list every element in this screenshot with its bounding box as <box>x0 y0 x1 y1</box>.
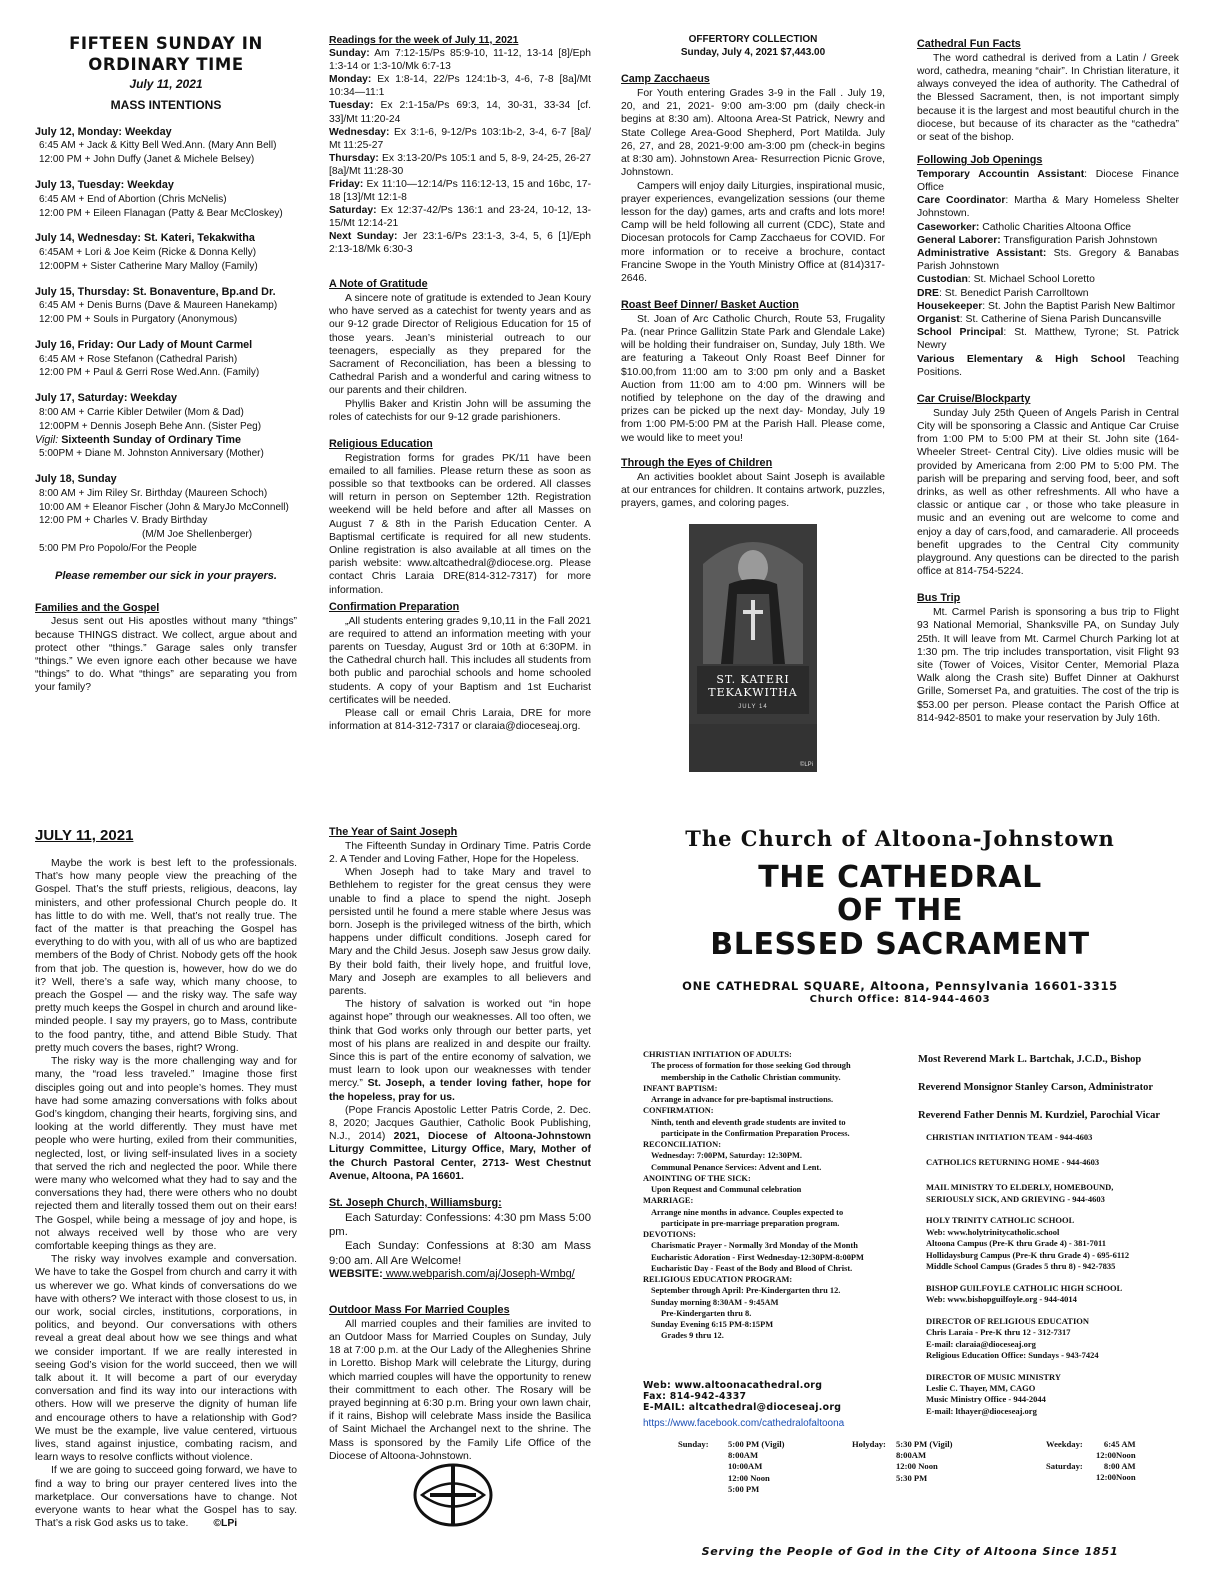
fax: Fax: 814-942-4337 <box>643 1391 747 1403</box>
cathedral-name: THE CATHEDRAL OF THE BLESSED SACRAMENT <box>710 859 1090 962</box>
ministry-contact: CHRISTIAN INITIATION TEAM - 944-4603 <box>926 1131 1093 1142</box>
intention-day: July 14, Wednesday: St. Kateri, Tekakwitha 6:45AM + Lori & Joe Keim (Ricke & Donna Kelly) 12:00PM + Sister Catherine Mary Malloy (Family) <box>35 232 258 272</box>
job-item: Housekeeper: St. John the Baptist Parish New Baltimor <box>917 300 1176 312</box>
saint-joseph-text: The history of salvation is worked out “in hope against hope” through our weaknesses. All too often, we think that God works only through our better parts, yet most of his plans are realized in and despite our frailty. Since this is part of the entire economy of salvation, we must learn to look upon our weaknesses with tender mercy.” St. Joseph, a tender loving father, hope for the hopeless, pray for us. <box>329 999 591 1103</box>
williamsburg-saturday: Each Saturday: Confessions: 4:30 pm Mass 5:00 pm. <box>329 1211 591 1239</box>
gratitude-text: A sincere note of gratitude is extended to Jean Koury who have served as a catechist for twenty years and as our 9-12 grade Director of Religious Education for 15 of those years. Jean’s ministerial outreach to our teenagers, especially as they prepared for the Sacrament of Reconciliation, has been a blessing to Cathedral Parish and a wonderful and caring witness to our parents and their children. <box>329 292 591 397</box>
church-masthead <box>620 826 1180 1007</box>
families-heading: Families and the Gospel <box>35 601 160 614</box>
staff-directory <box>918 1053 1180 1427</box>
sacrament-item: ANOINTING OF THE SICK: Upon Request and Communal celebration <box>643 1173 802 1194</box>
fun-facts-heading: Cathedral Fun Facts <box>917 38 1021 50</box>
church-name: The Church of Altoona-Johnstown <box>685 826 1115 851</box>
job-item: Custodian: St. Michael School Loretto <box>917 274 1095 286</box>
intention-day: July 17, Saturday: Weekday 8:00 AM + Carrie Kibler Detwiler (Mom & Dad) 12:00PM + Dennis Joseph Behe Ann. (Sister Peg) Vigil: Sixteenth Sunday of Ordinary Time 5:00PM + Diane M. Johnston Anniversary (Mother) <box>35 392 297 461</box>
contact-block <box>643 1380 913 1413</box>
reflection-column <box>35 826 297 1530</box>
sacrament-item: MARRIAGE: Arrange nine months in advance. Couples expected to participate in pre-marriage preparation program. <box>643 1196 844 1228</box>
mass-intentions-column <box>35 34 297 695</box>
saturday-times: 8:00 AM 12:00Noon <box>1096 1461 1136 1483</box>
holyday-label: Holyday: <box>852 1439 886 1449</box>
camp-heading: Camp Zacchaeus <box>621 73 710 86</box>
gratitude-heading: A Note of Gratitude <box>329 278 428 291</box>
sunday-times: 5:00 PM (Vigil) 8:00AM 10:00AM 12:00 Noon 5:00 PM <box>728 1439 785 1494</box>
saint-joseph-text: When Joseph had to take Mary and travel to Bethlehem to register for the great census they were unable to find a place to spend the night. Joseph persisted until he found a mere stable where Jesus was born. Joseph is the privileged witness of the birth, which happens under difficult conditions. Joseph cared for Mary and the Child Jesus. Joseph saw Jesus grow daily. By their bold faith, their lively hope, and fruitful love, Mary and Joseph are examples to all believers and parents. <box>329 867 591 997</box>
school-block: HOLY TRINITY CATHOLIC SCHOOL Web: www.holytrinitycatholic.school Altoona Campus (Pre-K thru Grade 4) - 381-7011 Hollidaysburg Campus (Pre-K thru Grade 4) - 695-6112 Middle School Campus (Grades 5 thru 8) - 942-7835 <box>926 1215 1130 1272</box>
image-caption: ST. KATERI TEKAKWITHA <box>708 673 798 699</box>
facebook-link[interactable]: https://www.facebook.com/cathedralofaltoona <box>643 1418 845 1429</box>
readings-heading: Readings for the week of July 11, 2021 <box>329 35 519 46</box>
reflection-paragraph: The risky way involves example and conversation. We have to take the Gospel from church and carry it with us wherever we go. What kinds of conversations do we have with others? We interact with those closest to us, in our work, social circles, institutions, corporations, in politics, and beyond. Our conversations with others reveal a great deal about how we see things and what we consider important. If we are really interested in seeing God’s vision for the world succeed, then we will talk about it. It will become a part of our everyday conversation and find its way into our interactions with others. How will we preserve the dignity of human life and encourage others to have a relationship with God? We must be the example, live value centered, virtuous lives, stand against injustice, combating racism, and learn ways to resolve conflicts without violence. <box>35 1254 297 1464</box>
jobs-heading: Following Job Openings <box>917 154 1043 167</box>
music-ministry-contact: DIRECTOR OF MUSIC MINISTRY Leslie C. Thayer, MM, CAGO Music Ministry Office - 944-2044 E-mail: lthayer@dioceseaj.org <box>926 1371 1062 1416</box>
website-link[interactable]: www.webparish.com/aj/Joseph-Wmbg/ <box>382 1268 575 1281</box>
saint-joseph-citation: (Pope Francis Apostolic Letter Patris Corde, 2. Dec. 8, 2020; Jacques Gauthier, Catholic Book Publishing, N.J., 2014) 2021, Diocese of Altoona-Johnstown Liturgy Committee, Liturgy Office, Mary, Mother of the Church Pastoral Center, 2713- West Chestnut Avenue, Altoona, PA 16601. <box>329 1104 591 1182</box>
sacrament-item: INFANT BAPTISM: Arrange in advance for pre-baptismal instructions. <box>643 1083 834 1104</box>
ministry-contact: CATHOLICS RETURNING HOME - 944-4603 <box>926 1156 1100 1167</box>
offertory-amount: Sunday, July 4, 2021 $7,443.00 <box>680 46 826 58</box>
reading-line: Saturday: Ex 12:37-42/Ps 136:1 and 23-24, 10-12, 13-15/Mt 12:14-21 <box>329 204 591 230</box>
intention-day: July 13, Tuesday: Weekday 6:45 AM + End of Abortion (Chris McNelis) 12:00 PM + Eileen Flanagan (Patty & Bear McCloskey) <box>35 179 283 219</box>
reflection-paragraph: Maybe the work is best left to the professionals. That’s how many people view the preaching of the Gospel. That’s the stuff priests, religious, deacons, lay ministers, and other professional Church people do. It has little to do with me. Well, that’s not really true. The fact of the matter is that preaching the Gospel has everything to do with you, with all of us who are baptized members of the Body of Christ. Nobody gets off the hook from that job. The question is, however, how do we do it? Well, there’s a safe way, which many choose, to preach the Gospel — and the risky way. The safe way pretty much keeps the Gospel in church and around like-minded people. I say my prayers, go to Mass, contribute to the food pantry, tithe, and attend Bible Study. That pretty much covers the bases, right? Wrong. <box>35 858 297 1054</box>
confirmation-text: „All students entering grades 9,10,11 in the Fall 2021 are required to attend an information meeting with your parents on Tuesday, August 3rd or 10th at 6:30PM. in the Cathedral church hall. This includes all students from both public and parochial schools and home schooled students. A copy of your Baptism and 1st Eucharist certificates will be needed. <box>329 615 591 706</box>
vigil-line: Vigil: Sixteenth Sunday of Ordinary Time <box>35 433 242 446</box>
reading-line: Next Sunday: Jer 23:1-6/Ps 23:1-3, 3-4, 5, 6 [1]/Eph 2:13-18/Mk 6:30-3 <box>329 231 591 256</box>
footer-tagline: Serving the People of God in the City of Altoona Since 1851 <box>701 1545 1119 1558</box>
email[interactable]: E-MAIL: altcathedral@dioceseaj.org <box>643 1402 842 1414</box>
announcements-column <box>621 34 885 772</box>
reflection-paragraph: The risky way is the more challenging way and for many, the “road less traveled.” Imagine those first disciples going out and into people’s homes. They must have had some amazing conversations with folks about God’s kingdom, changing their hearts, forgiving sins, and looking at the world differently. They must have met people who were hurting, exiled from their communities, neglected, lost, or living self-insulated lives in a society that served the rich and neglected the poor. While there were many who welcomed what they had to say and the conversations they had, there were others who no doubt rejected them and literally tossed them out on their ears! The Gospel, while being a message of joy and hope, is not always received well by those who are very comfortable keeping things as they are. <box>35 1056 297 1252</box>
fun-facts-text: The word cathedral is derived from a Latin / Greek word, cathedra, meaning “chair”. In Christian literature, it always conveyed the idea of authority. The Cathedral of the Blessed Sacrament, then, is not important simply because it is the largest and most beautiful church in the diocese, but because of its character as the “cathedra” or seat of the bishop. <box>917 52 1179 143</box>
car-cruise-text: Sunday July 25th Queen of Angels Parish in Central City will be sponsoring a Classic and Antique Car Cruise from 1:00 PM to 5:00 PM at their St. John site (164-Wheeler Street- Central City). Live oldies music will be provided by Americana from 2:00 PM to 5:00 PM. The parish will be preparing and serving food, beer, and soft drinks, as well as other refreshments. All who have a classic or antique car , or those who take pleasure in music and an evening out are welcome to come and enjoy a day of cars,food, and camaraderie. All proceeds benefit upgrades to the Central City community playground. Any questions can be directed to the parish office at 814-754-5224. <box>917 407 1179 578</box>
sick-prayer-note: Please remember our sick in your prayers. <box>55 569 277 582</box>
weekday-times: 6:45 AM 12:00Noon <box>1096 1439 1136 1461</box>
page-title: FIFTEEN SUNDAY IN ORDINARY TIME <box>69 34 263 74</box>
job-item: DRE: St. Benedict Parish Carrolltown <box>917 287 1089 299</box>
mass-intentions-heading: MASS INTENTIONS <box>110 98 222 113</box>
fun-facts-column <box>917 38 1179 725</box>
weekday-label: Weekday: <box>1046 1439 1083 1449</box>
job-item: General Laborer: Transfiguration Parish Johnstown <box>917 234 1158 246</box>
confirmation-heading: Confirmation Preparation <box>329 600 460 613</box>
williamsburg-heading: St. Joseph Church, Williamsburg: <box>329 1196 502 1209</box>
religious-education-text: Registration forms for grades PK/11 have been emailed to all families. Please return these as soon as possible so that textbooks can be ordered. All classes will return in person on September 12th. Registration weekend will be held before and after all Masses on August 7 & 8th in the Parish Education Center. A Baptismal certificate is required for all new students. Online registration is also available at all times on the parish website: www.altcathedral@diocese.org. Please contact Chris Laraia DRE(814-312-7317) for more information. <box>329 452 591 596</box>
car-cruise-heading: Car Cruise/Blockparty <box>917 393 1031 406</box>
eyes-of-children-text: An activities booklet about Saint Joseph is available at our entrances for children. It contains artwork, puzzles, prayers, games, and coloring pages. <box>621 471 885 509</box>
reading-line: Tuesday: Ex 2:1-15a/Ps 69:3, 14, 30-31, 33-34 [cf. 33]/Mt 11:20-24 <box>329 100 591 125</box>
bulletin-date: July 11, 2021 <box>129 77 203 92</box>
saint-figure-icon <box>689 524 817 772</box>
bus-trip-text: Mt. Carmel Parish is sponsoring a bus trip to Flight 93 National Memorial, Shanksville PA, on Sunday July 25th. It will leave from Mt. Carmel Church Parking lot at 1:30 pm. The trip includes transportation, visit Flight 93 site (Tower of Voices, Visitor Center, Memorial Plaza Walk along the Crash site) Buffet Dinner at Oakhurst Grille, Somerset Pa, and gratuities. The cost of the trip is $53.00 per person. Please contact the Parish Office at 814-942-8501 to make your reservation by July 16th. <box>917 607 1179 724</box>
religious-education-contact: DIRECTOR OF RELIGIOUS EDUCATION Chris Laraia - Pre-K thru 12 - 312-7317 E-mail: claraia@dioceseaj.org Religious Education Office: Sundays - 943-7424 <box>926 1315 1099 1361</box>
eyes-of-children-heading: Through the Eyes of Children <box>621 456 773 469</box>
intention-day: July 12, Monday: Weekday 6:45 AM + Jack & Kitty Bell Wed.Ann. (Mary Ann Bell) 12:00 PM + John Duffy (Janet & Michele Belsey) <box>35 125 277 166</box>
offertory-title: OFFERTORY COLLECTION <box>688 34 818 45</box>
intention-day: July 18, Sunday 8:00 AM + Jim Riley Sr. Birthday (Maureen Schoch) 10:00 AM + Eleanor Fischer (John & MaryJo McConnell) 12:00 PM + Charles V. Brady Birthday (M/M Joe Shellenberger) 5:00 PM Pro Popolo/For the People <box>35 473 289 554</box>
gratitude-text: Phyllis Baker and Kristin John will be assuming the roles of catechists for our 9-12 grade parishioners. <box>329 398 591 423</box>
website[interactable]: Web: www.altoonacathedral.org <box>643 1380 823 1391</box>
diocese-cross-logo-icon <box>412 1462 494 1528</box>
church-office-phone: Church Office: 814-944-4603 <box>809 994 991 1006</box>
saint-joseph-heading: The Year of Saint Joseph <box>329 826 458 838</box>
reading-line: Sunday: Am 7:12-15/Ps 85:9-10, 11-12, 13-14 [8]/Eph 1:3-14 or 1:3-10/Mk 6:7-13 <box>329 48 591 73</box>
roast-beef-heading: Roast Beef Dinner/ Basket Auction <box>621 299 799 312</box>
families-text: Jesus sent out His apostles without many “things” because THINGS distract. We collect, argue about and protect other “things.” Garage sales only transfer “things.” We even ignore each other because we have “things” to do. What “things” are separating you from your family? <box>35 616 297 694</box>
saint-joseph-column <box>329 826 591 1463</box>
intention-day: July 15, Thursday: St. Bonaventure, Bp.and Dr. 6:45 AM + Denis Burns (Dave & Maureen Hanekamp) 12:00 PM + Souls in Purgatory (Anonymous) <box>35 285 278 326</box>
sacrament-item: RELIGIOUS EDUCATION PROGRAM: September through April: Pre-Kindergarten thru 12. Sunday morning 8:30AM - 9:45AM Pre-Kindergarten thru 8. Sunday Evening 6:15 PM-8:15PM Grades 9 thru 12. <box>643 1275 841 1341</box>
reflection-credit: ©LPi <box>213 1518 238 1530</box>
bus-trip-heading: Bus Trip <box>917 592 961 605</box>
job-item: Organist: St. Catherine of Siena Parish Duncansville <box>917 314 1162 326</box>
intention-day: July 16, Friday: Our Lady of Mount Carmel 6:45 AM + Rose Stefanon (Cathedral Parish) 12:00 PM + Paul & Gerri Rose Wed.Ann. (Family) <box>35 338 260 379</box>
sacrament-item: CONFIRMATION: Ninth, tenth and eleventh grade students are invited to participate in the Confirmation Preparation Process. <box>643 1106 850 1138</box>
readings-column <box>329 34 591 733</box>
outdoor-mass-heading: Outdoor Mass For Married Couples <box>329 1304 510 1317</box>
image-credit: ©LPi <box>799 761 813 768</box>
camp-text: Campers will enjoy daily Liturgies, inspirational music, prayer experiences, evangelization sessions (our theme lesson for the day) games, arts and crafts and lots more! Camp will be held following all current (CDC), State and Diocesan protocols for Camp Zacchaeus for COVID. For more information or to receive a brochure, contact Francine Swope in the Youth Ministry Office at (814)317-2646. <box>621 180 885 284</box>
saturday-label: Saturday: <box>1046 1461 1083 1471</box>
clergy-bishop: Most Reverend Mark L. Bartchak, J.C.D., Bishop <box>918 1054 1142 1065</box>
religious-education-heading: Religious Education <box>329 437 433 450</box>
job-item: School Principal: St. Matthew, Tyrone; St. Patrick Newry <box>917 327 1179 352</box>
saint-joseph-text: The Fifteenth Sunday in Ordinary Time. Patris Corde 2. A Tender and Loving Father, Hope for the Hopeless. <box>329 840 591 865</box>
school-block: BISHOP GUILFOYLE CATHOLIC HIGH SCHOOL Web: www.bishopguilfoyle.org - 944-4014 <box>926 1282 1123 1305</box>
job-item: Administrative Assistant: Sts. Gregory & Banabas Parish Johnstown <box>917 248 1179 273</box>
sacrament-item: CHRISTIAN INITIATION OF ADULTS: The process of formation for those seeking God through membership in the Catholic Christian community. <box>643 1050 851 1082</box>
clergy-parochial-vicar: Reverend Father Dennis M. Kurdziel, Parochial Vicar <box>918 1110 1161 1122</box>
reflection-date: JULY 11, 2021 <box>35 827 134 844</box>
job-item: Caseworker: Catholic Charities Altoona Office <box>917 221 1132 233</box>
sunday-label: Sunday: <box>678 1439 709 1449</box>
sacrament-item: DEVOTIONS: Charismatic Prayer - Normally 3rd Monday of the Month Eucharistic Adoration - First Wednesday-12:30PM-8:00PM Eucharistic Day - Feast of the Body and Blood of Christ. <box>643 1230 864 1273</box>
confirmation-text: Please call or email Chris Laraia, DRE for more information at 814-312-7317 or claraia@dioceseaj.org. <box>329 708 591 733</box>
reading-line: Monday: Ex 1:8-14, 22/Ps 124:1b-3, 4-6, 7-8 [8a]/Mt 10:34—11:1 <box>329 74 591 99</box>
holyday-times: 5:30 PM (Vigil) 8:00AM 12:00 Noon 5:30 PM <box>896 1439 953 1483</box>
camp-text: For Youth entering Grades 3-9 in the Fall . July 19, 20, and 21, 2021- 9:00 am-3:00 pm (daily check-in begins at 8:30 am). Altoona Area-St Patrick, Newry and State College Area-Good Shepherd, Port Matilda. July 26, 27, and 28, 2021-9:00 am-3:00 pm (check-in begins at 8:30 am). Johnstown Area- Resurrection Picnic Grove, Johnstown. <box>621 88 885 179</box>
job-item: Temporary Accountin Assistant: Diocese Finance Office <box>917 168 1179 194</box>
clergy-administrator: Reverend Monsignor Stanley Carson, Administrator <box>918 1082 1153 1094</box>
job-item: Various Elementary & High School Teaching Positions. <box>917 353 1179 378</box>
reading-line: Friday: Ex 11:10—12:14/Ps 116:12-13, 15 and 16bc, 17-18 [13]/Mt 12:1-8 <box>329 178 591 203</box>
website-line: WEBSITE: www.webparish.com/aj/Joseph-Wmbg/ <box>329 1268 575 1281</box>
reflection-paragraph: If we are going to succeed going forward, we have to find a way to bring our prayer centered lives into the marketplace. Our conversations have to change. Not everyone wants to hear what the Gospel has to say. That’s a risk God asks us to take. ©LPi <box>35 1465 297 1530</box>
reading-line: Thursday: Ex 3:13-20/Ps 105:1 and 5, 8-9, 24-25, 26-27 [8a]/Mt 11:28-30 <box>329 152 591 177</box>
image-date-caption: JULY 14 <box>738 704 768 711</box>
job-item: Care Coordinator: Martha & Mary Homeless Shelter Johnstown. <box>917 195 1179 220</box>
sacrament-item: RECONCILIATION: Wednesday: 7:00PM, Saturday: 12:30PM. Communal Penance Services: Advent and Lent. <box>643 1140 822 1172</box>
sacraments-list <box>643 1049 903 1342</box>
roast-beef-text: St. Joan of Arc Catholic Church, Route 53, Frugality Pa. (near Prince Gallitzin State Park and Glendale Lake) will be holding their fundraiser on, Sunday, July 18th. We are featuring a Takeout Only Roast Beef Dinner for $10.00,from 11:00 am to 3:00 pm only and a Basket Auction from 11:00 am to 4:00 pm. Winners will be notified by telephone on the day of the drawing and prizes can be picked up the next day- Monday, July 19 from 1:00 PM-5:00 PM at the Parish Hall. Please come, we would like to meet you! <box>621 313 885 444</box>
ministry-block: MAIL MINISTRY TO ELDERLY, HOMEBOUND, SERIOUSLY SICK, AND GRIEVING - 944-4603 <box>926 1182 1114 1204</box>
church-address: ONE CATHEDRAL SQUARE, Altoona, Pennsylvania 16601-3315 <box>682 979 1118 994</box>
st-kateri-image <box>689 524 817 772</box>
williamsburg-sunday: Each Sunday: Confessions at 8:30 am Mass 9:00 am. All Are Welcome! <box>329 1240 591 1267</box>
reading-line: Wednesday: Ex 3:1-6, 9-12/Ps 103:1b-2, 3-4, 6-7 [8a]/ Mt 11:25-27 <box>329 126 591 151</box>
outdoor-mass-text: All married couples and their families are invited to an Outdoor Mass for Married Couples on Sunday, July 18 at 7:00 p.m. at the Our Lady of the Alleghenies Shrine in Loretto. Bishop Mark will celebrate the Liturgy, during which married couples will have the opportunity to renew their committment to each other. The Rosary will be prayed beginning at 6:30 p.m. Bring your own lawn chair, if it rains, Bishop will celebrate Mass inside the Basilica of Saint Michael the Archangel next to the shrine. The Mass is sponsored by the Family Life Office of the Diocese of Altoona-Johnstown. <box>329 1318 591 1462</box>
